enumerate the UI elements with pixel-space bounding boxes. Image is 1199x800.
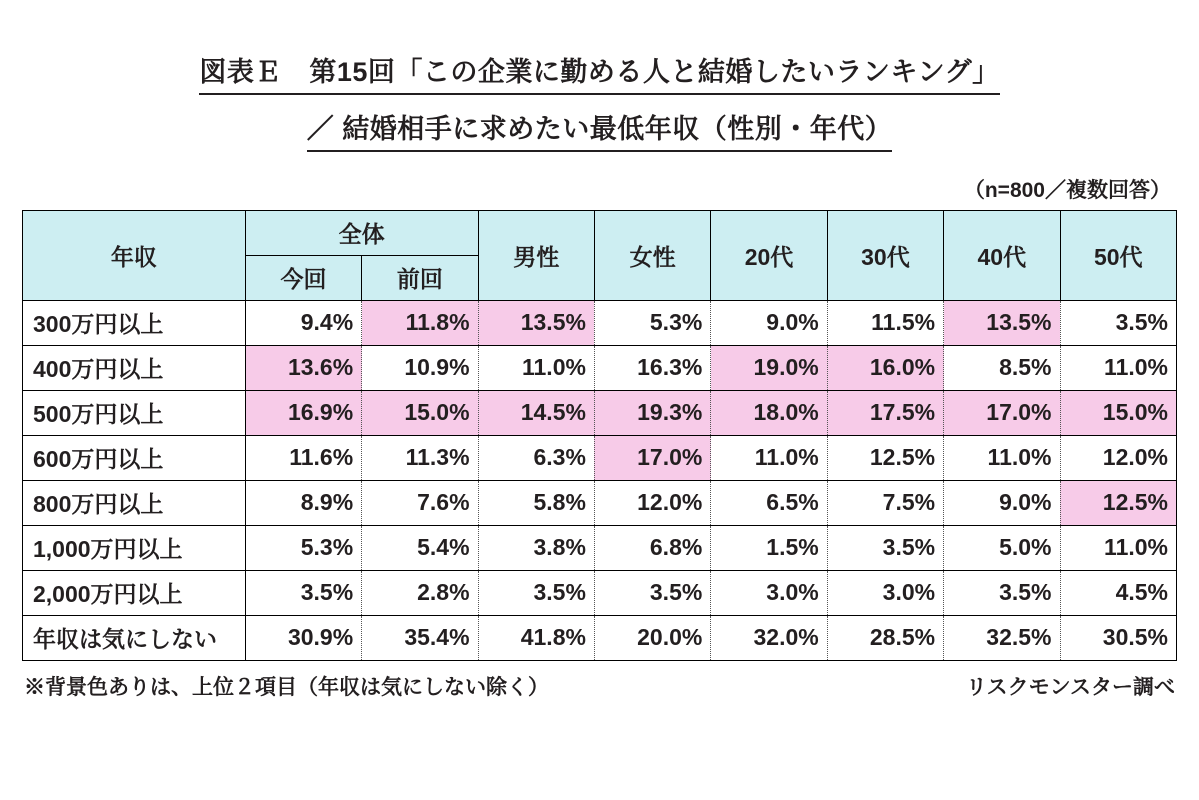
table-cell: 30.5% [1060,615,1177,660]
row-header-label: 年収 [23,210,246,300]
column-header-female: 女性 [594,210,710,300]
table-cell: 6.3% [478,435,594,480]
column-header-40s: 40代 [944,210,1060,300]
table-cell: 13.5% [944,300,1060,345]
table-cell: 3.5% [478,570,594,615]
table-cell: 11.8% [362,300,478,345]
table-cell: 11.0% [711,435,827,480]
table-cell: 15.0% [1060,390,1177,435]
table-cell: 3.5% [827,525,943,570]
table-cell: 3.0% [711,570,827,615]
table-cell: 12.5% [827,435,943,480]
row-label: 年収は気にしない [23,615,246,660]
table-cell: 2.8% [362,570,478,615]
row-label: 800万円以上 [23,480,246,525]
table-cell: 6.5% [711,480,827,525]
table-cell: 7.5% [827,480,943,525]
table-cell: 15.0% [362,390,478,435]
table-cell: 3.0% [827,570,943,615]
table-cell: 12.0% [1060,435,1177,480]
title-block [0,0,1199,152]
table-cell: 5.0% [944,525,1060,570]
income-table [22,210,1177,661]
table-cell: 28.5% [827,615,943,660]
table-cell: 41.8% [478,615,594,660]
table-cell: 5.3% [594,300,710,345]
table-cell: 3.5% [1060,300,1177,345]
row-label: 2,000万円以上 [23,570,246,615]
table-cell: 11.0% [1060,525,1177,570]
table-cell: 32.0% [711,615,827,660]
table-cell: 5.3% [245,525,361,570]
table-cell: 14.5% [478,390,594,435]
table-cell: 13.6% [245,345,361,390]
row-label: 600万円以上 [23,435,246,480]
table-container [0,210,1199,661]
table-cell: 1.5% [711,525,827,570]
table-header [23,210,1177,300]
sample-size-note: （n=800／複数回答） [963,178,1171,202]
table-cell: 11.6% [245,435,361,480]
table-row [23,615,1177,660]
table-cell: 7.6% [362,480,478,525]
column-header-male: 男性 [478,210,594,300]
table-cell: 17.5% [827,390,943,435]
table-cell: 13.5% [478,300,594,345]
table-cell: 11.0% [1060,345,1177,390]
table-cell: 32.5% [944,615,1060,660]
table-cell: 3.5% [594,570,710,615]
table-cell: 4.5% [1060,570,1177,615]
table-cell: 10.9% [362,345,478,390]
table-row [23,345,1177,390]
table-cell: 12.0% [594,480,710,525]
table-cell: 17.0% [594,435,710,480]
table-cell: 20.0% [594,615,710,660]
table-cell: 11.0% [478,345,594,390]
table-cell: 35.4% [362,615,478,660]
table-cell: 6.8% [594,525,710,570]
table-cell: 19.0% [711,345,827,390]
column-header-50s: 50代 [1060,210,1177,300]
table-cell: 3.8% [478,525,594,570]
table-cell: 8.5% [944,345,1060,390]
table-cell: 11.0% [944,435,1060,480]
table-cell: 11.3% [362,435,478,480]
row-label: 1,000万円以上 [23,525,246,570]
table-header-row-1 [23,210,1177,255]
row-label: 500万円以上 [23,390,246,435]
table-cell: 9.4% [245,300,361,345]
footer [0,661,1199,701]
table-cell: 3.5% [245,570,361,615]
table-cell: 8.9% [245,480,361,525]
table-row [23,435,1177,480]
row-label: 300万円以上 [23,300,246,345]
table-row [23,525,1177,570]
table-row [23,570,1177,615]
page-title-line-1: 図表Ｅ 第15回「この企業に勤める人と結婚したいランキング」 [199,56,999,95]
table-cell: 9.0% [711,300,827,345]
table-cell: 5.4% [362,525,478,570]
table-body [23,300,1177,660]
table-cell: 9.0% [944,480,1060,525]
column-group-overall: 全体 [245,210,478,255]
table-cell: 17.0% [944,390,1060,435]
table-cell: 16.3% [594,345,710,390]
table-cell: 5.8% [478,480,594,525]
footnote-right: リスクモンスター調べ [966,675,1175,699]
column-header-current: 今回 [245,255,361,300]
table-row [23,390,1177,435]
table-cell: 19.3% [594,390,710,435]
table-cell: 11.5% [827,300,943,345]
table-cell: 3.5% [944,570,1060,615]
table-cell: 18.0% [711,390,827,435]
table-cell: 16.0% [827,345,943,390]
table-row [23,300,1177,345]
column-header-30s: 30代 [827,210,943,300]
column-header-20s: 20代 [711,210,827,300]
row-label: 400万円以上 [23,345,246,390]
table-cell: 12.5% [1060,480,1177,525]
page-title-line-2: ／ 結婚相手に求めたい最低年収（性別・年代） [307,113,893,152]
footnote-left: ※背景色ありは、上位２項目（年収は気にしない除く） [24,675,549,699]
table-row [23,480,1177,525]
column-header-previous: 前回 [362,255,478,300]
table-cell: 16.9% [245,390,361,435]
table-cell: 30.9% [245,615,361,660]
